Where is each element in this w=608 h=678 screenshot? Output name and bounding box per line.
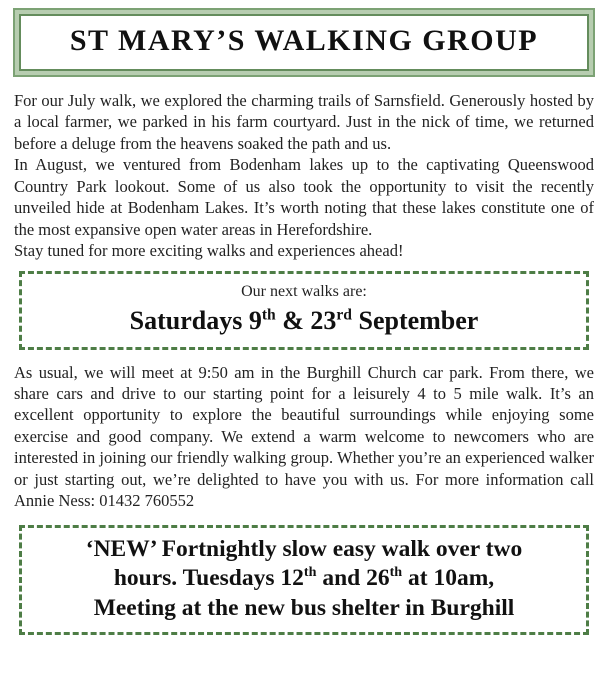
new-walk-line2-prefix: hours. Tuesdays 12 bbox=[113, 565, 304, 592]
page-title: ST MARY’S WALKING GROUP bbox=[69, 24, 539, 57]
next-walks-date-mid: & 23 bbox=[275, 305, 337, 335]
next-walks-box bbox=[19, 271, 589, 350]
new-walk-box bbox=[19, 525, 589, 636]
new-walk-line2-mid: and 26 bbox=[316, 565, 390, 592]
meeting-info-section bbox=[14, 362, 594, 512]
date-superscript: th bbox=[389, 564, 403, 581]
walk-report-article bbox=[14, 90, 594, 262]
next-walks-intro: Our next walks are: bbox=[241, 282, 367, 300]
title-frame-band bbox=[15, 10, 593, 75]
next-walks-dates bbox=[30, 306, 578, 336]
new-walk-line3: Meeting at the new bus shelter in Burghill bbox=[93, 594, 515, 621]
date-superscript: rd bbox=[336, 305, 352, 323]
content-area bbox=[0, 90, 608, 635]
title-frame-inner bbox=[19, 14, 589, 71]
date-superscript: th bbox=[261, 305, 276, 323]
new-walk-line1: ‘NEW’ Fortnightly slow easy walk over two bbox=[85, 535, 523, 562]
article-paragraph-august: In August, we ventured from Bodenham lakes up to the captivating Queenswood Country Park lookout. Some of us also took the opportunity to visit the recently unveiled hide at Bodenham Lakes. It’s worth noting that these lakes constitute one of the most expansive open water areas in Herefordshire. bbox=[14, 155, 594, 239]
next-walks-date-prefix: Saturdays 9 bbox=[129, 305, 262, 335]
article-paragraph-stay-tuned: Stay tuned for more exciting walks and experiences ahead! bbox=[14, 241, 404, 261]
title-frame bbox=[13, 8, 595, 77]
article-paragraph-july: For our July walk, we explored the charming trails of Sarnsfield. Generously hosted by a local farmer, we parked in his farm courtyard. Just in the nick of time, we returned before a deluge from the heavens soaked the path and us. bbox=[14, 91, 594, 153]
meeting-info-paragraph: As usual, we will meet at 9:50 am in the Burghill Church car park. From there, we share cars and drive to our starting point for a leisurely 4 to 5 mile walk. It’s an excellent opportunity to explore the beautiful surroundings while enjoying some exercise and good company. We extend a warm welcome to newcomers who are interested in joining our friendly walking group. Whether you’re an experienced walker or just starting out, we’re delighted to have you with us. For more information call Annie Ness: 01432 760552 bbox=[14, 362, 594, 511]
next-walks-date-suffix: September bbox=[351, 305, 479, 335]
new-walk-line2 bbox=[28, 564, 580, 594]
new-walk-line2-suffix: at 10am, bbox=[402, 565, 495, 592]
date-superscript: th bbox=[303, 564, 317, 581]
